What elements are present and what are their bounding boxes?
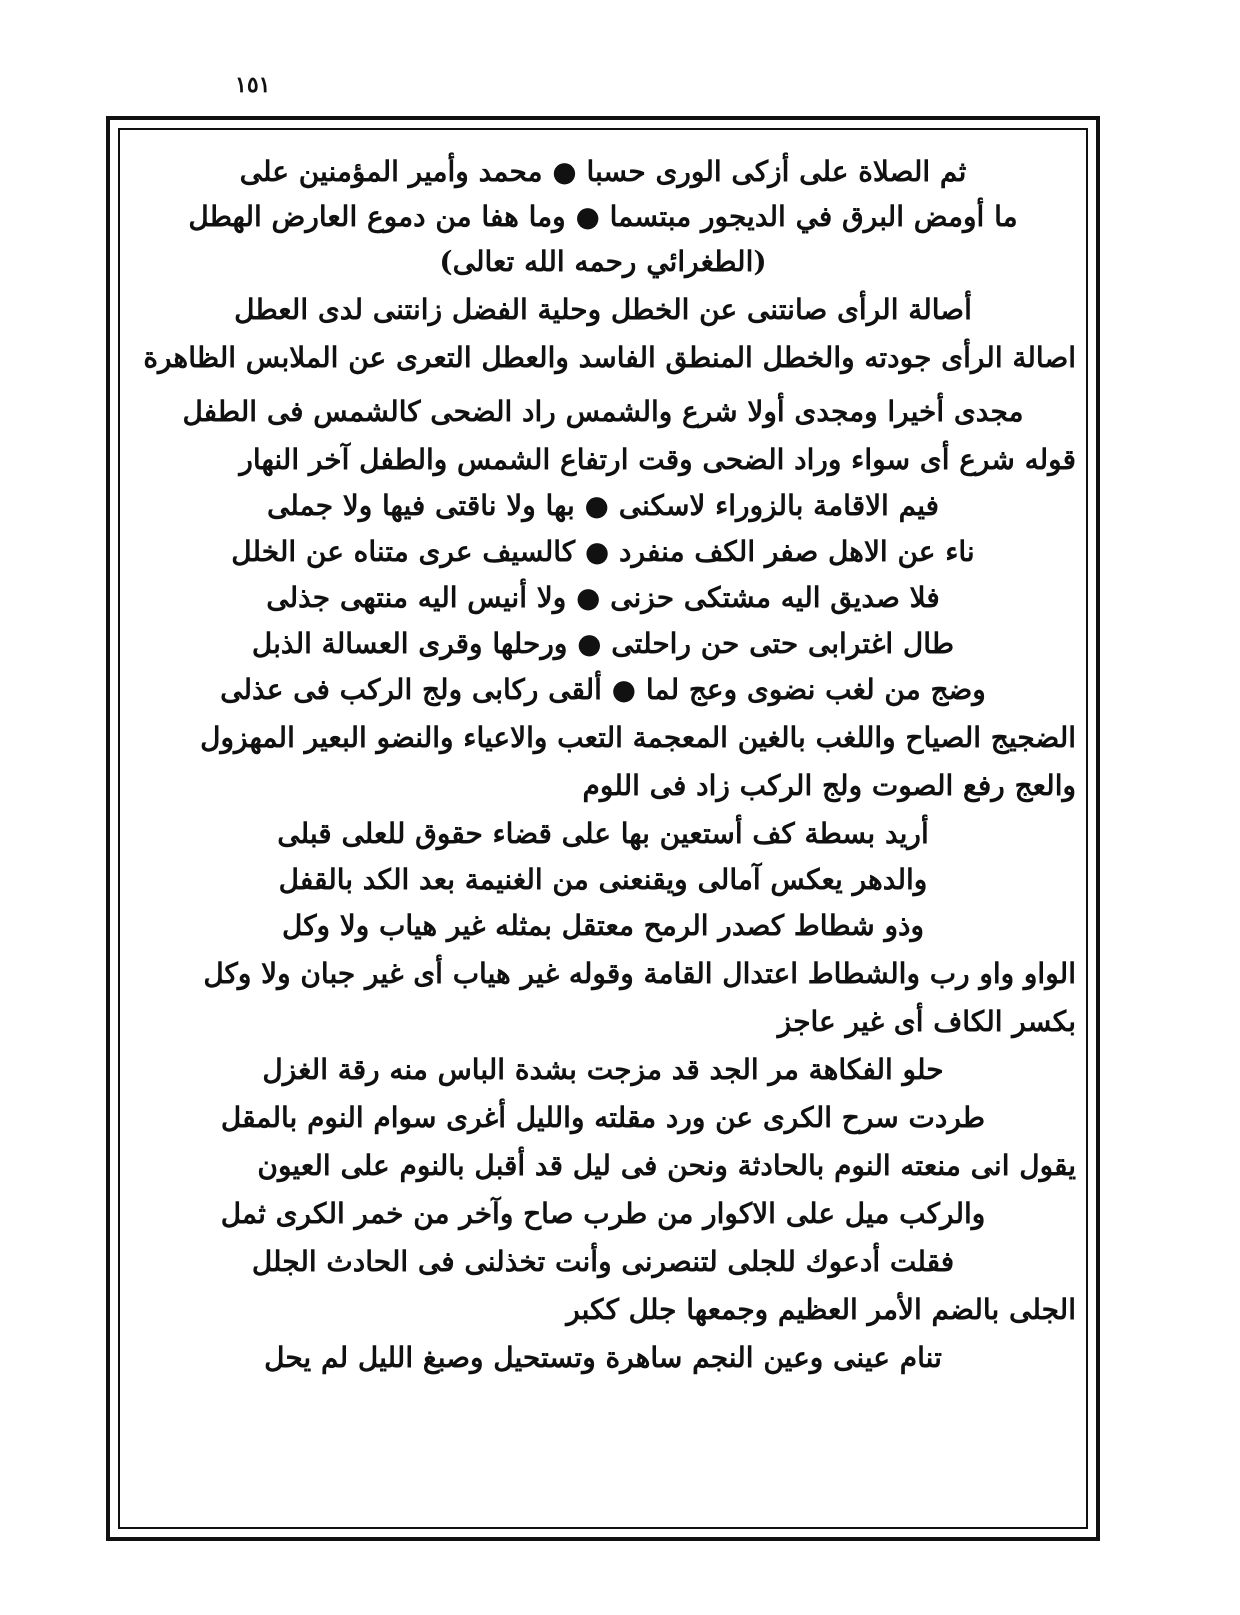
text-line: فلا صديق اليه مشتكى حزنى ● ولا أنيس اليه منتهى جذلى <box>266 581 940 614</box>
text-line: قوله شرع أى سواء وراد الضحى وقت ارتفاع الشمس والطفل آخر النهار <box>239 443 1076 476</box>
text-line: ناء عن الاهل صفر الكف منفرد ● كالسيف عرى متناه عن الخلل <box>231 535 975 568</box>
text-line: طال اغترابى حتى حن راحلتى ● ورحلها وقرى العسالة الذبل <box>251 627 955 660</box>
text-line: فيم الاقامة بالزوراء لاسكنى ● بها ولا ناقتى فيها ولا جملى <box>266 489 940 522</box>
text-line: (الطغرائي رحمه الله تعالى) <box>439 245 767 278</box>
text-line: والركب ميل على الاكوار من طرب صاح وآخر من خمر الكرى ثمل <box>220 1197 986 1230</box>
text-line: بكسر الكاف أى غير عاجز <box>777 1005 1076 1038</box>
text-line: ثم الصلاة على أزكى الورى حسبا ● محمد وأمير المؤمنين على <box>239 155 967 188</box>
text-line: فقلت أدعوك للجلى لتنصرنى وأنت تخذلنى فى الحادث الجلل <box>251 1245 955 1278</box>
text-line: ما أومض البرق في الديجور مبتسما ● وما هفا من دموع العارض الهطل <box>188 200 1018 233</box>
text-line: طردت سرح الكرى عن ورد مقلته والليل أغرى سوام النوم بالمقل <box>220 1101 986 1134</box>
text-line: اصالة الرأى جودته والخطل المنطق الفاسد والعطل التعرى عن الملابس الظاهرة <box>143 341 1076 374</box>
text-line: أصالة الرأى صانتنى عن الخطل وحلية الفضل زانتنى لدى العطل <box>234 293 972 326</box>
text-line: وضج من لغب نضوى وعج لما ● ألقى ركابى ولج الركب فى عذلى <box>220 673 986 706</box>
text-line: أريد بسطة كف أستعين بها على قضاء حقوق للعلى قبلى <box>277 817 929 850</box>
text-line: الضجيج الصياح واللغب بالغين المعجمة التعب والاعياء والنضو البعير المهزول <box>200 721 1076 754</box>
text-line: يقول انى منعته النوم بالحادثة ونحن فى ليل قد أقبل بالنوم على العيون <box>257 1149 1076 1182</box>
text-line: والدهر يعكس آمالى ويقنعنى من الغنيمة بعد الكد بالقفل <box>278 863 928 896</box>
text-line: حلو الفكاهة مر الجد قد مزجت بشدة الباس منه رقة الغزل <box>262 1053 944 1086</box>
text-line: تنام عينى وعين النجم ساهرة وتستحيل وصبغ الليل لم يحل <box>264 1341 942 1374</box>
text-line: الجلى بالضم الأمر العظيم وجمعها جلل ككبر <box>566 1293 1076 1326</box>
page-number: ١٥١ <box>235 72 271 98</box>
text-line: الواو واو رب والشطاط اعتدال القامة وقوله غير هياب أى غير جبان ولا وكل <box>203 957 1076 990</box>
text-line: مجدى أخيرا ومجدى أولا شرع والشمس راد الضحى كالشمس فى الطفل <box>182 395 1024 428</box>
text-line: والعج رفع الصوت ولج الركب زاد فى اللوم <box>582 769 1076 802</box>
text-block <box>130 140 1076 1520</box>
text-line: وذو شطاط كصدر الرمح معتقل بمثله غير هياب ولا وكل <box>282 909 924 942</box>
